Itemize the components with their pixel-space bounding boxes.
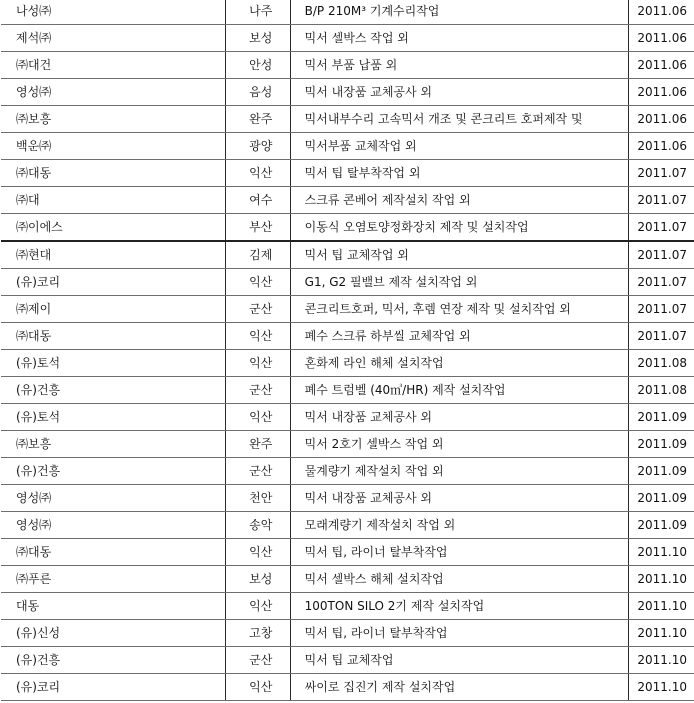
work-description-cell: 콘크리트호퍼, 믹서, 후렘 연장 제작 및 설치작업 외 — [290, 296, 629, 323]
work-description-cell: 믹서 팁 교체작업 외 — [290, 241, 629, 269]
region-cell: 천안 — [225, 485, 290, 512]
region-cell: 송악 — [225, 512, 290, 539]
date-cell: 2011.09 — [629, 512, 694, 539]
work-description-cell: 믹서 내장품 교체공사 외 — [290, 404, 629, 431]
company-cell: (유)신성 — [1, 620, 225, 647]
date-cell: 2011.09 — [629, 431, 694, 458]
table-row — [1, 52, 694, 79]
work-description-cell: 믹서 내장품 교체공사 외 — [290, 485, 629, 512]
work-description-cell: 혼화제 라인 해체 설치작업 — [290, 350, 629, 377]
work-description-cell: 믹서부품 교체작업 외 — [290, 133, 629, 160]
company-cell: 제석㈜ — [1, 25, 225, 52]
work-description-cell: 믹서내부수리 고속믹서 개조 및 콘크리트 호퍼제작 및 — [290, 106, 629, 133]
company-cell: ㈜대 — [1, 187, 225, 214]
date-cell: 2011.10 — [629, 539, 694, 566]
table-row — [1, 647, 694, 674]
date-cell: 2011.06 — [629, 79, 694, 106]
work-description-cell: 모래계량기 제작설치 작업 외 — [290, 512, 629, 539]
work-description-cell: 믹서 부품 납품 외 — [290, 52, 629, 79]
table-row — [1, 620, 694, 647]
work-description-cell: 물계량기 제작설치 작업 외 — [290, 458, 629, 485]
region-cell: 익산 — [225, 539, 290, 566]
region-cell: 나주 — [225, 0, 290, 25]
region-cell: 김제 — [225, 241, 290, 269]
company-cell: 대동 — [1, 593, 225, 620]
company-cell: ㈜현대 — [1, 241, 225, 269]
date-cell: 2011.10 — [629, 566, 694, 593]
date-cell: 2011.10 — [629, 620, 694, 647]
region-cell: 완주 — [225, 106, 290, 133]
work-description-cell: G1, G2 필밸브 제작 설치작업 외 — [290, 269, 629, 296]
company-cell: 백운㈜ — [1, 133, 225, 160]
work-description-cell: 믹서 내장품 교체공사 외 — [290, 79, 629, 106]
date-cell: 2011.07 — [629, 214, 694, 242]
date-cell: 2011.07 — [629, 296, 694, 323]
table-row — [1, 214, 694, 242]
region-cell: 익산 — [225, 160, 290, 187]
company-cell: 영성㈜ — [1, 485, 225, 512]
date-cell: 2011.07 — [629, 187, 694, 214]
date-cell: 2011.09 — [629, 485, 694, 512]
company-cell: ㈜대동 — [1, 539, 225, 566]
date-cell: 2011.06 — [629, 133, 694, 160]
region-cell: 광양 — [225, 133, 290, 160]
work-description-cell: 믹서 2호기 셀박스 작업 외 — [290, 431, 629, 458]
table-row — [1, 160, 694, 187]
table-row — [1, 323, 694, 350]
company-cell: ㈜보흥 — [1, 106, 225, 133]
region-cell: 군산 — [225, 377, 290, 404]
region-cell: 여수 — [225, 187, 290, 214]
table-row — [1, 404, 694, 431]
table-row — [1, 593, 694, 620]
region-cell: 보성 — [225, 25, 290, 52]
table-row — [1, 269, 694, 296]
company-cell: ㈜푸른 — [1, 566, 225, 593]
company-cell: ㈜이에스 — [1, 214, 225, 242]
date-cell: 2011.08 — [629, 377, 694, 404]
table-row — [1, 350, 694, 377]
region-cell: 부산 — [225, 214, 290, 242]
company-cell: 영성㈜ — [1, 79, 225, 106]
date-cell: 2011.10 — [629, 674, 694, 701]
table-row — [1, 512, 694, 539]
date-cell: 2011.07 — [629, 323, 694, 350]
table-row — [1, 566, 694, 593]
company-cell: (유)토석 — [1, 350, 225, 377]
work-description-cell: 믹서 팁, 라이너 탈부착작업 — [290, 620, 629, 647]
work-description-cell: 폐수 스크류 하부씰 교체작업 외 — [290, 323, 629, 350]
date-cell: 2011.06 — [629, 106, 694, 133]
date-cell: 2011.10 — [629, 647, 694, 674]
date-cell: 2011.07 — [629, 160, 694, 187]
company-cell: ㈜대건 — [1, 52, 225, 79]
region-cell: 군산 — [225, 296, 290, 323]
date-cell: 2011.09 — [629, 404, 694, 431]
work-description-cell: 폐수 트럼벨 (40㎥/HR) 제작 설치작업 — [290, 377, 629, 404]
date-cell: 2011.08 — [629, 350, 694, 377]
table-row — [1, 133, 694, 160]
region-cell: 익산 — [225, 269, 290, 296]
table-row — [1, 296, 694, 323]
work-description-cell: 믹서 팁 탈부착작업 외 — [290, 160, 629, 187]
date-cell: 2011.07 — [629, 241, 694, 269]
table-row — [1, 25, 694, 52]
work-description-cell: 싸이로 집진기 제작 설치작업 — [290, 674, 629, 701]
table-row — [1, 431, 694, 458]
region-cell: 보성 — [225, 566, 290, 593]
table-row — [1, 377, 694, 404]
company-cell: (유)건흥 — [1, 458, 225, 485]
table-row — [1, 79, 694, 106]
region-cell: 익산 — [225, 593, 290, 620]
date-cell: 2011.10 — [629, 593, 694, 620]
table-row — [1, 458, 694, 485]
company-cell: (유)건흥 — [1, 647, 225, 674]
date-cell: 2011.06 — [629, 0, 694, 25]
region-cell: 익산 — [225, 350, 290, 377]
work-description-cell: 믹서 팁, 라이너 탈부착작업 — [290, 539, 629, 566]
work-description-cell: 믹서 팁 교체작업 — [290, 647, 629, 674]
work-history-table — [1, 0, 694, 701]
company-cell: (유)코리 — [1, 269, 225, 296]
region-cell: 안성 — [225, 52, 290, 79]
work-description-cell: 믹서 셀박스 해체 설치작업 — [290, 566, 629, 593]
region-cell: 익산 — [225, 674, 290, 701]
company-cell: ㈜보흥 — [1, 431, 225, 458]
table-body — [1, 0, 694, 701]
region-cell: 익산 — [225, 323, 290, 350]
table-row — [1, 0, 694, 25]
region-cell: 완주 — [225, 431, 290, 458]
table-row — [1, 674, 694, 701]
company-cell: 나성㈜ — [1, 0, 225, 25]
table-row — [1, 241, 694, 269]
table-row — [1, 187, 694, 214]
work-description-cell: B/P 210M³ 기계수리작업 — [290, 0, 629, 25]
region-cell: 음성 — [225, 79, 290, 106]
company-cell: ㈜대동 — [1, 323, 225, 350]
region-cell: 고창 — [225, 620, 290, 647]
date-cell: 2011.06 — [629, 25, 694, 52]
work-description-cell: 이동식 오염토양정화장치 제작 및 설치작업 — [290, 214, 629, 242]
date-cell: 2011.06 — [629, 52, 694, 79]
table-row — [1, 485, 694, 512]
company-cell: (유)코리 — [1, 674, 225, 701]
date-cell: 2011.09 — [629, 458, 694, 485]
work-description-cell: 스크류 콘베어 제작설치 작업 외 — [290, 187, 629, 214]
company-cell: ㈜제이 — [1, 296, 225, 323]
work-description-cell: 믹서 셀박스 작업 외 — [290, 25, 629, 52]
company-cell: (유)토석 — [1, 404, 225, 431]
company-cell: ㈜대동 — [1, 160, 225, 187]
region-cell: 군산 — [225, 458, 290, 485]
company-cell: (유)건흥 — [1, 377, 225, 404]
work-description-cell: 100TON SILO 2기 제작 설치작업 — [290, 593, 629, 620]
date-cell: 2011.07 — [629, 269, 694, 296]
table-row — [1, 106, 694, 133]
table-row — [1, 539, 694, 566]
region-cell: 익산 — [225, 404, 290, 431]
company-cell: 영성㈜ — [1, 512, 225, 539]
region-cell: 군산 — [225, 647, 290, 674]
